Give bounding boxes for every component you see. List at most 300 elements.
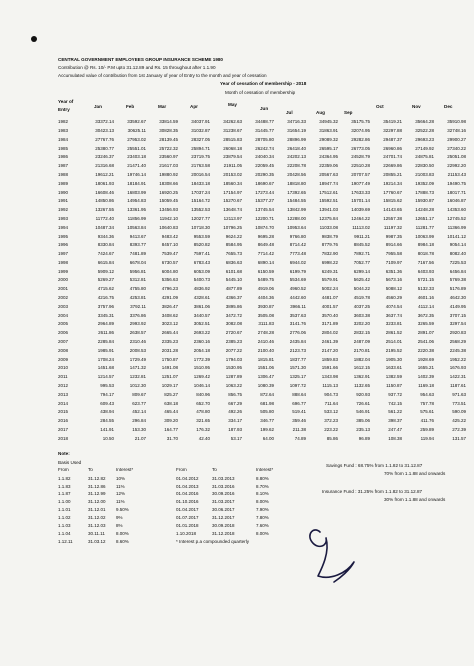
value-cell: 2568.29 <box>449 339 466 345</box>
value-cell: 1676.93 <box>449 365 466 371</box>
value-cell: 3202.20 <box>353 321 370 327</box>
value-cell: 1343.98 <box>321 374 338 380</box>
entry-year-cell: 2004 <box>58 312 69 318</box>
value-cell: 1837.77 <box>289 356 306 362</box>
value-cell: 27767.76 <box>95 136 114 142</box>
value-cell: 2776.06 <box>289 330 306 336</box>
value-cell: 3023.12 <box>161 321 178 327</box>
accumulated-value-table <box>58 118 466 443</box>
value-cell: 6836.63 <box>225 259 242 265</box>
value-cell: 5312.81 <box>129 277 146 283</box>
basis-interest-cell: 10% <box>116 475 126 481</box>
value-cell: 4481.07 <box>321 295 338 301</box>
value-cell: 5625.42 <box>353 277 370 283</box>
value-cell: 64.00 <box>262 435 274 441</box>
month-header-jun: Jun <box>260 106 269 111</box>
value-cell: 18947.74 <box>319 180 338 186</box>
value-cell: 1325.17 <box>289 374 306 380</box>
cessation-year-title: Year of cessation of membership - 2018 <box>220 81 307 86</box>
table-row <box>58 285 466 294</box>
value-cell: 31238.67 <box>223 127 242 133</box>
value-cell: 1952.22 <box>449 356 466 362</box>
value-cell: 1063.22 <box>225 383 242 389</box>
value-cell: 35419.21 <box>383 119 402 125</box>
basis-interest-cell: 7.80% <box>256 515 269 521</box>
value-cell: 26242.74 <box>255 145 274 151</box>
value-cell: 10.50 <box>102 435 114 441</box>
value-cell: 33814.59 <box>159 119 178 125</box>
value-cell: 3472.72 <box>225 312 242 318</box>
value-cell: 12464.22 <box>351 215 370 221</box>
basis-row <box>58 491 146 499</box>
value-cell: 1187.61 <box>450 383 466 389</box>
basis-to-cell: 31.12.82 <box>88 475 106 481</box>
value-cell: 9911.21 <box>354 233 370 239</box>
value-cell: 372.23 <box>324 418 338 424</box>
value-cell: 12651.17 <box>415 215 434 221</box>
value-cell: 96.89 <box>358 435 370 441</box>
basis-from-cell: 1.1.04 <box>58 530 71 536</box>
value-cell: 20567.63 <box>319 171 338 177</box>
value-cell: 3376.86 <box>129 312 146 318</box>
value-cell: 119.94 <box>420 435 434 441</box>
value-cell: 5909.12 <box>97 268 114 274</box>
value-cell: 25551.01 <box>127 145 146 151</box>
table-row <box>58 171 466 180</box>
basis-interest-cell: 8.00% <box>116 530 129 536</box>
value-cell: 9838.79 <box>321 233 338 239</box>
value-cell: 14143.65 <box>383 207 402 213</box>
value-cell: 17633.33 <box>351 189 370 195</box>
table-row <box>58 294 466 303</box>
value-cell: 2410.46 <box>257 339 274 345</box>
basis-row <box>176 475 286 483</box>
table-row <box>58 435 466 444</box>
value-cell: 29089.32 <box>319 136 338 142</box>
value-cell: 22830.50 <box>415 163 434 169</box>
value-cell: 7109.97 <box>385 259 402 265</box>
value-cell: 11281.77 <box>415 224 434 230</box>
value-cell: 6101.68 <box>225 268 242 274</box>
value-cell: 2335.23 <box>161 339 178 345</box>
value-cell: 2461.39 <box>321 339 338 345</box>
value-cell: 3505.08 <box>257 312 274 318</box>
value-cell: 385.06 <box>356 418 370 424</box>
value-cell: 28327.05 <box>191 136 210 142</box>
basis-row <box>176 491 286 499</box>
value-cell: 7597.41 <box>193 251 210 257</box>
value-cell: 2541.06 <box>417 339 434 345</box>
value-cell: 4404.36 <box>257 295 274 301</box>
value-cell: 7539.47 <box>161 251 178 257</box>
value-cell: 18184.91 <box>127 180 146 186</box>
value-cell: 359.46 <box>292 418 306 424</box>
basis-interest-cell: 11% <box>116 499 125 505</box>
entry-year-cell: 2018 <box>58 435 69 441</box>
value-cell: 19746.14 <box>127 171 146 177</box>
basis-interest-cell: 8.70% <box>256 483 269 489</box>
value-cell: 3570.40 <box>321 312 338 318</box>
value-cell: 561.22 <box>388 409 402 415</box>
entry-year-cell: 1996 <box>58 242 69 248</box>
value-cell: 9413.67 <box>129 233 146 239</box>
table-row <box>58 206 466 215</box>
value-cell: 2245.38 <box>449 347 466 353</box>
value-cell: 6249.31 <box>321 268 338 274</box>
value-cell: 20428.56 <box>287 171 306 177</box>
value-cell: 696.77 <box>292 400 306 406</box>
basis-to-cell: 31.12.02 <box>88 515 106 521</box>
savings-fund-line-1: Savings Fund : 68.75% from 1.1.82 to 31.12.87 <box>326 463 423 468</box>
value-cell: 4366.37 <box>225 295 242 301</box>
value-cell: 321.65 <box>196 418 210 424</box>
value-cell: 1251.07 <box>161 374 178 380</box>
value-cell: 2360.16 <box>193 339 210 345</box>
insurance-fund-line-2: 30% from 1.1.88 and onwards <box>384 497 446 502</box>
table-row <box>58 382 466 391</box>
value-cell: 3861.06 <box>193 303 210 309</box>
value-cell: 3171.89 <box>321 321 338 327</box>
value-cell: 26960.86 <box>383 145 402 151</box>
cessation-month-subtitle: Month of cessation of membership <box>225 90 296 95</box>
value-cell: 1882.04 <box>353 356 370 362</box>
basis-row <box>58 522 146 530</box>
value-cell: 17037.24 <box>191 189 210 195</box>
value-cell: 3895.86 <box>225 303 242 309</box>
value-cell: 12113.97 <box>223 215 242 221</box>
value-cell: 452.14 <box>132 409 146 415</box>
value-cell: 13456.93 <box>159 207 178 213</box>
value-cell: 7655.73 <box>225 251 242 257</box>
value-cell: 164.77 <box>164 427 178 433</box>
value-cell: 3603.38 <box>353 312 370 318</box>
value-cell: 5489.75 <box>257 277 274 283</box>
entry-year-cell: 2013 <box>58 391 69 397</box>
value-cell: 14248.28 <box>415 207 434 213</box>
value-cell: 5176.89 <box>449 286 466 292</box>
table-row <box>58 136 466 145</box>
scheme-title: CENTRAL GOVERNMENT EMPLOYEES GROUP INSURANCE SCHEME 1980 <box>58 57 223 62</box>
entry-year-cell: 1995 <box>58 233 69 239</box>
value-cell: 18690.67 <box>255 180 274 186</box>
value-cell: 888.64 <box>292 391 306 397</box>
table-row <box>58 118 466 127</box>
value-cell: 15592.51 <box>319 198 338 204</box>
value-cell: 12557.38 <box>383 215 402 221</box>
value-cell: 4074.54 <box>385 303 402 309</box>
entry-year-cell: 2010 <box>58 365 69 371</box>
value-cell: 24528.79 <box>351 154 370 160</box>
value-cell: 856.75 <box>228 391 242 397</box>
value-cell: 6615.84 <box>97 259 114 265</box>
value-cell: 8457.10 <box>161 242 178 248</box>
value-cell: 8649.48 <box>257 242 274 248</box>
value-cell: 7832.90 <box>321 251 338 257</box>
value-cell: 235.13 <box>356 427 370 433</box>
year-of-label: Year of <box>58 99 74 104</box>
value-cell: 23719.75 <box>191 154 210 160</box>
entry-year-cell: 1982 <box>58 119 69 125</box>
value-cell: 13842.99 <box>287 207 306 213</box>
entry-year-cell: 1993 <box>58 215 69 221</box>
basis-interest-cell: 7.90% <box>256 507 269 513</box>
value-cell: 7773.48 <box>289 251 306 257</box>
value-cell: 15930.87 <box>415 198 434 204</box>
entry-year-cell: 2015 <box>58 409 69 415</box>
value-cell: 30423.13 <box>95 127 114 133</box>
basis-from-cell: 01.07.2017 <box>176 515 199 521</box>
value-cell: 1772.39 <box>193 356 210 362</box>
basis-to-cell: 31.12.03 <box>88 523 106 529</box>
table-row <box>58 224 466 233</box>
value-cell: 223.22 <box>324 427 338 433</box>
value-cell: 15701.14 <box>351 198 370 204</box>
value-cell: 18433.18 <box>191 180 210 186</box>
value-cell: 22992.20 <box>447 163 466 169</box>
basis-row <box>58 530 146 538</box>
value-cell: 11772.40 <box>95 215 114 221</box>
basis-from-cell: 01.04.2016 <box>176 491 199 497</box>
value-cell: 8584.95 <box>225 242 242 248</box>
value-cell: 24875.81 <box>415 154 434 160</box>
value-cell: 742.15 <box>388 400 402 406</box>
value-cell: 1097.72 <box>289 383 306 389</box>
value-cell: 1510.95 <box>193 365 210 371</box>
basis-to-cell: 31.12.86 <box>88 483 106 489</box>
value-cell: 16046.87 <box>447 198 466 204</box>
value-cell: 10563.84 <box>127 224 146 230</box>
value-cell: 8845.52 <box>353 242 370 248</box>
value-cell: 2964.89 <box>97 321 114 327</box>
value-cell: 296.84 <box>132 418 146 424</box>
table-row <box>58 408 466 417</box>
value-cell: 20153.02 <box>223 171 242 177</box>
basis-interest-cell: 11% <box>116 483 125 489</box>
value-cell: 1214.57 <box>97 374 114 380</box>
basis-from-header: From <box>58 467 69 472</box>
value-cell: 15815.62 <box>383 198 402 204</box>
basis-interest-cell: 12% <box>116 491 126 497</box>
value-cell: 2638.57 <box>129 330 146 336</box>
basis-row <box>58 538 146 546</box>
value-cell: 11197.32 <box>383 224 402 230</box>
value-cell: 4960.52 <box>289 286 306 292</box>
value-cell: 3966.11 <box>290 303 306 309</box>
value-cell: 309.20 <box>164 418 178 424</box>
table-row <box>58 320 466 329</box>
basis-from-cell: 01.04.2013 <box>176 483 199 489</box>
value-cell: 25051.08 <box>447 154 466 160</box>
value-cell: 2385.23 <box>225 339 242 345</box>
value-cell: 32748.16 <box>447 127 466 133</box>
value-cell: 4037.25 <box>353 303 370 309</box>
value-cell: 21003.83 <box>415 171 434 177</box>
month-header-apr: Apr <box>190 104 198 109</box>
value-cell: 12027.77 <box>191 215 210 221</box>
value-cell: 4836.92 <box>193 286 210 292</box>
savings-fund-line-2: 70% from 1.1.88 and onwards <box>384 471 446 476</box>
basis-row <box>58 475 146 483</box>
table-row <box>58 180 466 189</box>
value-cell: 31863.91 <box>319 127 338 133</box>
entry-year-cell: 2006 <box>58 330 69 336</box>
value-cell: 34716.33 <box>287 119 306 125</box>
basis-to-cell: 30.09.2016 <box>212 491 235 497</box>
value-cell: 652.70 <box>196 400 210 406</box>
value-cell: 2861.52 <box>385 330 402 336</box>
entry-year-cell: 1992 <box>58 207 69 213</box>
value-cell: 6730.57 <box>161 259 178 265</box>
table-row <box>58 338 466 347</box>
basis-to-cell: 31.12.99 <box>88 491 106 497</box>
value-cell: 6199.79 <box>289 268 306 274</box>
value-cell: 2123.73 <box>289 347 306 353</box>
value-cell: 9344.36 <box>97 233 114 239</box>
value-cell: 20707.57 <box>351 171 370 177</box>
value-cell: 18017.71 <box>447 189 466 195</box>
basis-row <box>58 483 146 491</box>
value-cell: 31654.19 <box>287 127 306 133</box>
value-cell: 3826.47 <box>161 303 178 309</box>
basis-from-cell: 01.04.2017 <box>176 507 199 513</box>
value-cell: 3052.51 <box>193 321 210 327</box>
value-cell: 33372.14 <box>95 119 114 125</box>
value-cell: 8018.78 <box>417 251 434 257</box>
value-cell: 3757.96 <box>97 303 114 309</box>
value-cell: 27953.02 <box>127 136 146 142</box>
value-cell: 4328.61 <box>193 295 210 301</box>
value-cell: 2693.22 <box>193 330 210 336</box>
table-row <box>58 356 466 365</box>
basis-row <box>58 514 146 522</box>
value-cell: 22510.28 <box>351 163 370 169</box>
value-cell: 3345.31 <box>97 312 114 318</box>
value-cell: 2611.86 <box>98 330 114 336</box>
value-cell: 14850.86 <box>95 198 114 204</box>
value-cell: 25380.77 <box>95 145 114 151</box>
value-cell: 17392.65 <box>287 189 306 195</box>
entry-year-cell: 2017 <box>58 427 69 433</box>
value-cell: 4112.14 <box>418 303 434 309</box>
value-cell: 505.80 <box>260 409 274 415</box>
entry-year-cell: 2007 <box>58 339 69 345</box>
value-cell: 19214.34 <box>383 180 402 186</box>
value-cell: 32297.88 <box>383 127 402 133</box>
value-cell: 623.77 <box>132 400 146 406</box>
value-cell: 34037.91 <box>191 119 210 125</box>
value-cell: 199.62 <box>260 427 274 433</box>
value-cell: 15164.72 <box>191 198 210 204</box>
value-cell: 2285.84 <box>97 339 114 345</box>
value-cell: 7052.77 <box>353 259 370 265</box>
basis-interest-cell: 8.80% <box>256 475 269 481</box>
value-cell: 773.51 <box>452 400 466 406</box>
value-cell: 10487.34 <box>95 224 114 230</box>
value-cell: 34945.32 <box>319 119 338 125</box>
value-cell: 4919.06 <box>257 286 274 292</box>
basis-from-cell: 01.01.2018 <box>176 523 199 529</box>
basis-used-label: Basis Used <box>58 460 82 465</box>
entry-year-cell: 2002 <box>58 295 69 301</box>
entry-year-cell: 2001 <box>58 286 69 292</box>
value-cell: 7714.42 <box>257 251 274 257</box>
value-cell: 19490.75 <box>447 180 466 186</box>
value-cell: 492.26 <box>228 409 242 415</box>
value-cell: 15484.55 <box>287 198 306 204</box>
value-cell: 398.37 <box>388 418 402 424</box>
basis-interest-header: Interest* <box>116 467 134 472</box>
table-row <box>58 144 466 153</box>
value-cell: 575.61 <box>420 409 434 415</box>
value-cell: 465.44 <box>164 409 178 415</box>
value-cell: 17273.44 <box>255 189 274 195</box>
value-cell: 840.96 <box>196 391 210 397</box>
value-cell: 533.12 <box>324 409 338 415</box>
month-header-may: May <box>228 102 237 107</box>
value-cell: 284.55 <box>100 418 114 424</box>
value-cell: 2077.22 <box>225 347 242 353</box>
basis-from-cell: 01.10.2016 <box>176 499 199 505</box>
value-cell: 28515.83 <box>223 136 242 142</box>
value-cell: 19077.49 <box>351 180 370 186</box>
value-cell: 4560.29 <box>385 295 402 301</box>
value-cell: 20855.21 <box>383 171 402 177</box>
value-cell: 11033.08 <box>319 224 338 230</box>
value-cell: 1362.91 <box>353 374 370 380</box>
value-cell: 638.18 <box>164 400 178 406</box>
value-cell: 29693.23 <box>415 136 434 142</box>
value-cell: 1150.87 <box>386 383 402 389</box>
value-cell: 1029.17 <box>161 383 178 389</box>
value-cell: 5044.22 <box>353 286 370 292</box>
value-cell: 15270.67 <box>223 198 242 204</box>
table-row <box>58 373 466 382</box>
value-cell: 31445.77 <box>255 127 274 133</box>
value-cell: 1905.30 <box>385 356 402 362</box>
value-cell: 8520.82 <box>193 242 210 248</box>
table-row <box>58 241 466 250</box>
value-cell: 247.47 <box>388 427 402 433</box>
value-cell: 2310.46 <box>129 339 146 345</box>
value-cell: 3233.81 <box>385 321 402 327</box>
table-row <box>58 268 466 277</box>
value-cell: 5132.33 <box>417 286 434 292</box>
table-row <box>58 127 466 136</box>
value-cell: 34262.63 <box>223 119 242 125</box>
value-cell: 14039.69 <box>351 207 370 213</box>
basis-to-cell: 31.12.2017 <box>212 515 235 521</box>
value-cell: 20016.54 <box>191 171 210 177</box>
entry-year-cell: 2008 <box>58 347 69 353</box>
table-row <box>58 426 466 435</box>
value-cell: 4601.16 <box>417 295 434 301</box>
handwritten-signature <box>300 518 370 588</box>
value-cell: 4001.57 <box>321 303 338 309</box>
value-cell: 2031.28 <box>161 347 178 353</box>
value-cell: 16608.46 <box>95 189 114 195</box>
basis-table-left <box>58 475 146 546</box>
value-cell: 13941.03 <box>319 207 338 213</box>
value-cell: 2435.84 <box>289 339 306 345</box>
value-cell: 6004.80 <box>161 268 178 274</box>
value-cell: 5769.38 <box>449 277 466 283</box>
basis-to-cell: 31.03.12 <box>88 538 106 544</box>
basis-interest-header-2: Interest* <box>256 467 274 472</box>
value-cell: 1815.81 <box>257 356 274 362</box>
entry-year-cell: 1998 <box>58 259 69 265</box>
value-cell: 10874.70 <box>255 224 274 230</box>
value-cell: 153.30 <box>132 427 146 433</box>
